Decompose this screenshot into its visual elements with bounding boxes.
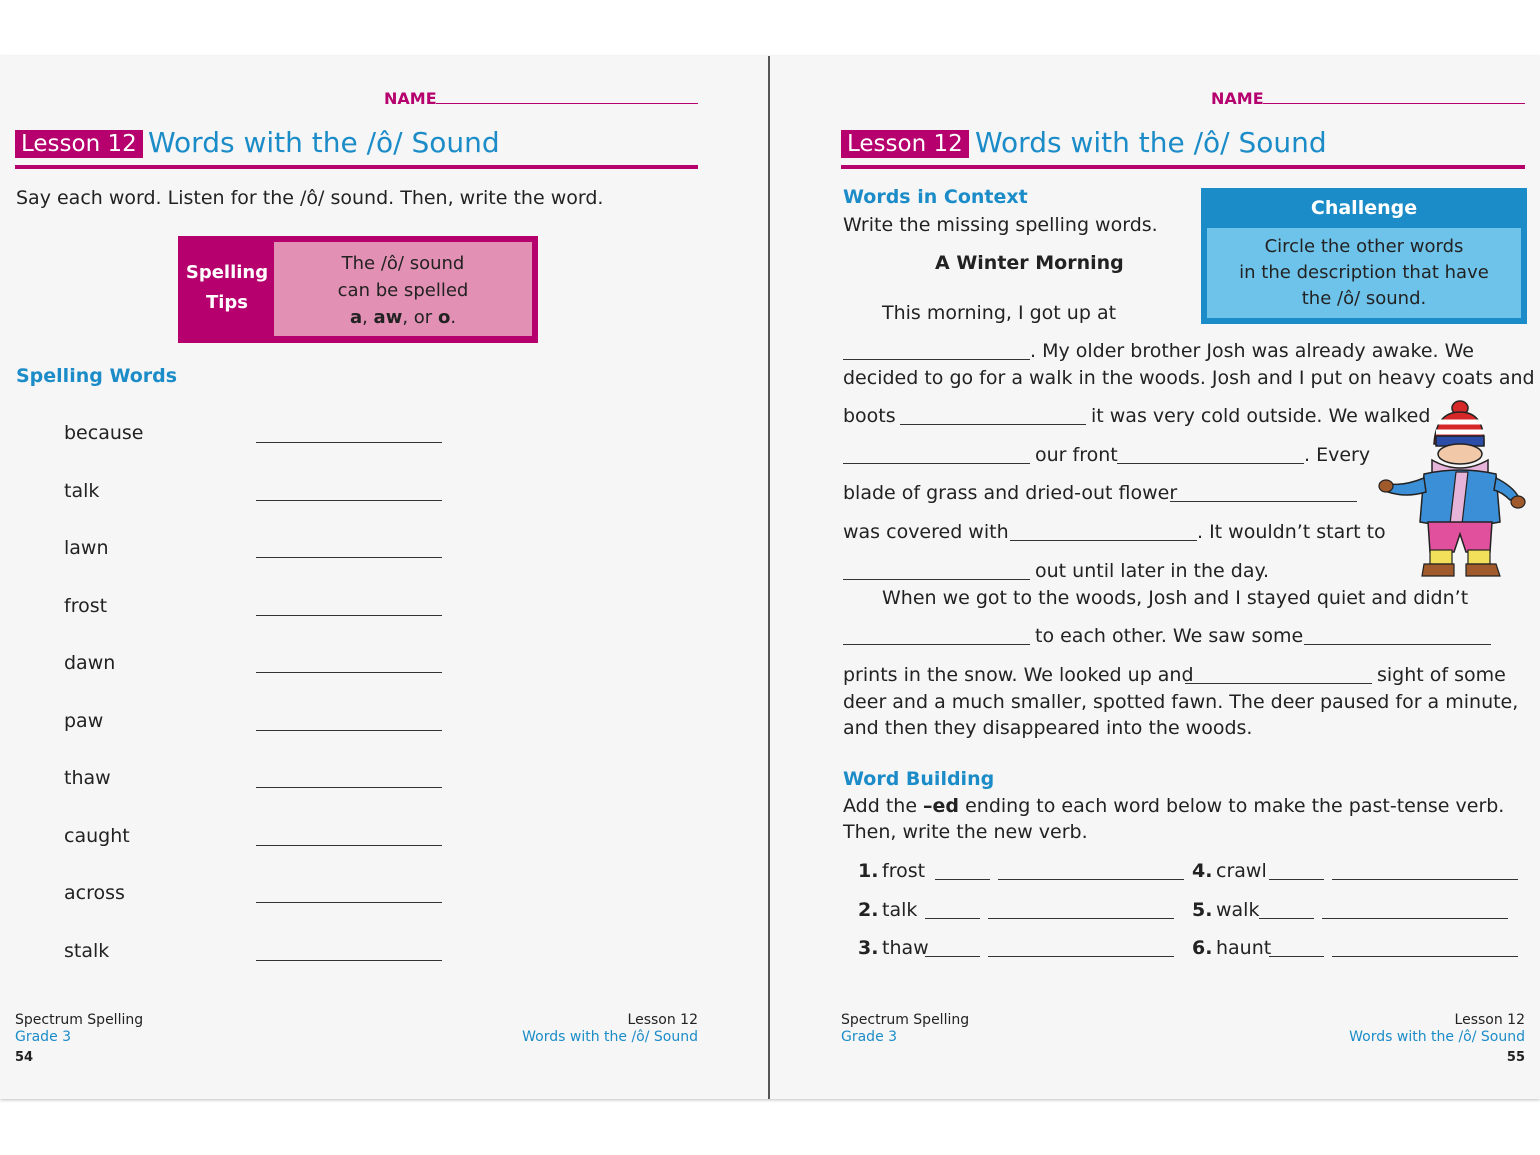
item-number: 1.	[858, 860, 879, 882]
story-blank[interactable]	[1304, 644, 1491, 645]
story-blank[interactable]	[843, 359, 1030, 360]
words-in-context-heading: Words in Context	[843, 186, 1028, 208]
spelling-word: talk	[64, 479, 100, 502]
item-word: walk	[1216, 898, 1260, 921]
footer-series: Spectrum Spelling	[841, 1012, 970, 1028]
spelling-word-blank[interactable]	[256, 787, 442, 788]
context-instruction: Write the missing spelling words.	[843, 214, 1158, 236]
tips-spelling-a: a	[349, 307, 363, 328]
word-building-heading: Word Building	[843, 768, 995, 790]
page-number: 54	[15, 1050, 34, 1065]
story-line: was covered with	[843, 521, 1009, 543]
item-number: 6.	[1192, 937, 1213, 959]
instruction: Say each word. Listen for the /ô/ sound. Then, write the word.	[16, 187, 604, 209]
tips-line: can be spelled	[337, 280, 469, 301]
spelling-word: across	[64, 882, 125, 904]
item-number: 5.	[1192, 898, 1213, 921]
story-line: decided to go for a walk in the woods. Josh and I put on heavy coats and	[843, 367, 1535, 389]
challenge-line: in the description that have	[1239, 262, 1489, 283]
item-word: talk	[882, 898, 918, 921]
footer-lesson: Lesson 12	[627, 1012, 698, 1028]
story-line: out until later in the day.	[1035, 560, 1270, 582]
suffix-blank[interactable]	[935, 879, 990, 880]
name-field[interactable]	[1263, 103, 1525, 104]
challenge-heading: Challenge	[1310, 197, 1418, 219]
spelling-word: thaw	[64, 767, 111, 789]
item-number: 4.	[1192, 860, 1213, 882]
building-suffix: –ed	[923, 795, 960, 817]
lesson-tag: Lesson 12	[841, 130, 969, 158]
story-blank[interactable]	[843, 579, 1030, 580]
footer-grade: Grade 3	[15, 1029, 72, 1045]
title-rule	[841, 165, 1525, 169]
story-line: sight of some	[1377, 664, 1506, 686]
story-line: When we got to the woods, Josh and I stayed quiet and didn’t	[882, 587, 1469, 609]
building-instruction: Then, write the new verb.	[843, 821, 1088, 843]
tips-line: a, aw, or o.	[349, 307, 457, 328]
lesson-tag: Lesson 12	[15, 130, 143, 158]
spelling-word-blank[interactable]	[256, 730, 442, 731]
spelling-word-blank[interactable]	[256, 615, 442, 616]
story-line: our front	[1035, 444, 1118, 466]
page-title: Words with the /ô/ Sound	[148, 126, 500, 159]
building-text: ending to each word below to make the past-tense verb.	[959, 795, 1505, 817]
item-word: crawl	[1216, 860, 1267, 882]
spelling-word: because	[64, 422, 144, 444]
item-number: 2.	[858, 898, 879, 921]
story-line: . It wouldn’t start to	[1197, 521, 1386, 543]
story-title: A Winter Morning	[935, 252, 1124, 274]
spelling-tips-box	[178, 236, 538, 343]
spelling-word: lawn	[64, 537, 109, 559]
challenge-text	[1207, 228, 1521, 318]
spelling-word-blank[interactable]	[256, 442, 442, 443]
suffix-blank[interactable]	[925, 918, 980, 919]
story-line: and then they disappeared into the woods.	[843, 717, 1253, 739]
spelling-word: stalk	[64, 939, 110, 962]
story-line: . Every	[1304, 444, 1371, 466]
spelling-word-blank[interactable]	[256, 960, 442, 961]
suffix-blank[interactable]	[1259, 918, 1314, 919]
spelling-word-blank[interactable]	[256, 845, 442, 846]
story-blank[interactable]	[1010, 540, 1197, 541]
spelling-word-blank[interactable]	[256, 500, 442, 501]
challenge-line: Circle the other words	[1264, 236, 1464, 257]
new-verb-blank[interactable]	[1332, 956, 1518, 957]
building-text: Add the	[843, 795, 924, 817]
spelling-word: paw	[64, 709, 104, 732]
page-title: Words with the /ô/ Sound	[975, 126, 1327, 159]
spelling-word-blank[interactable]	[256, 557, 442, 558]
story-blank[interactable]	[843, 463, 1030, 464]
footer-lesson: Lesson 12	[1454, 1012, 1525, 1028]
story-blank[interactable]	[843, 644, 1030, 645]
story-blank[interactable]	[1117, 463, 1304, 464]
footer-lesson-title: Words with the /ô/ Sound	[522, 1029, 698, 1045]
story-line: boots	[843, 405, 896, 427]
page-number: 55	[1506, 1050, 1525, 1065]
spelling-word: caught	[64, 824, 130, 847]
building-instruction	[843, 795, 1504, 817]
item-word: thaw	[882, 937, 929, 959]
item-word: haunt	[1216, 937, 1272, 959]
item-number: 3.	[858, 937, 879, 959]
title-rule	[15, 165, 698, 169]
spelling-words-heading: Spelling Words	[16, 365, 178, 387]
spelling-word: frost	[64, 594, 108, 617]
item-word: frost	[882, 860, 926, 882]
story-line: prints in the snow. We looked up and	[843, 664, 1194, 686]
suffix-blank[interactable]	[1269, 956, 1324, 957]
tips-or: or	[413, 307, 433, 328]
footer-grade: Grade 3	[841, 1029, 898, 1045]
name-label: NAME	[384, 89, 437, 108]
story-line: This morning, I got up at	[882, 302, 1117, 324]
story-line: . My older brother Josh was already awake. We	[1030, 340, 1474, 362]
challenge-box	[1201, 188, 1527, 324]
suffix-blank[interactable]	[1269, 879, 1324, 880]
name-label: NAME	[1211, 89, 1264, 108]
book-gutter	[768, 56, 770, 1099]
new-verb-blank[interactable]	[988, 956, 1174, 957]
tips-label	[181, 239, 273, 340]
story-blank[interactable]	[900, 424, 1086, 425]
tips-label-line: Tips	[205, 292, 249, 313]
new-verb-blank[interactable]	[1322, 918, 1508, 919]
challenge-line: the /ô/ sound.	[1301, 288, 1427, 309]
spelling-word: dawn	[64, 652, 116, 674]
new-verb-blank[interactable]	[1332, 879, 1518, 880]
tips-spelling-aw: aw	[373, 307, 403, 328]
tips-line: The /ô/ sound	[341, 253, 465, 274]
spelling-word-blank[interactable]	[256, 902, 442, 903]
tips-spelling-o: o	[437, 307, 451, 328]
story-line: deer and a much smaller, spotted fawn. The deer paused for a minute,	[843, 691, 1519, 713]
new-verb-blank[interactable]	[998, 879, 1184, 880]
tips-content	[274, 242, 532, 336]
story-line: blade of grass and dried-out flower	[843, 482, 1178, 504]
footer-lesson-title: Words with the /ô/ Sound	[1349, 1029, 1525, 1045]
story-blank[interactable]	[1185, 683, 1372, 684]
story-blank[interactable]	[1170, 501, 1357, 502]
footer-series: Spectrum Spelling	[15, 1012, 144, 1028]
name-field[interactable]	[436, 103, 698, 104]
spelling-word-blank[interactable]	[256, 672, 442, 673]
tips-label-line: Spelling	[185, 262, 269, 283]
child-in-winter-clothes-illustration	[1376, 400, 1526, 582]
new-verb-blank[interactable]	[988, 918, 1174, 919]
suffix-blank[interactable]	[925, 956, 980, 957]
story-line: to each other. We saw some	[1035, 625, 1304, 647]
story-line: it was very cold outside. We walked	[1091, 405, 1431, 427]
